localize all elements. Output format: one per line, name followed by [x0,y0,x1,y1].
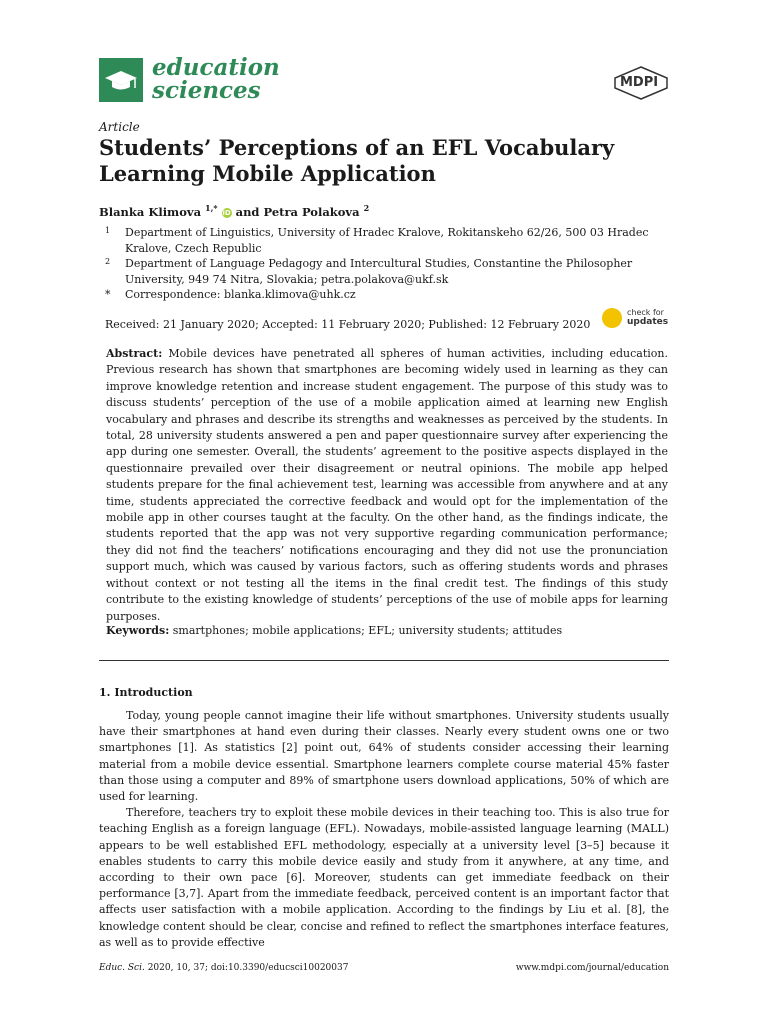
publisher-name: MDPI [620,75,659,90]
abstract-label: Abstract: [106,347,163,360]
affiliation-text: Department of Linguistics, University of Hradec Kralove, Rokitanskeho 62/26, 500 03 Hradec Kralove, Czech Republic [125,226,649,255]
abstract [106,346,668,625]
author-name[interactable]: Petra Polakova [263,204,360,219]
correspondence-text: Correspondence: blanka.klimova@uhk.cz [125,288,356,301]
author-line [99,203,369,219]
keywords-text: smartphones; mobile applications; EFL; university students; attitudes [172,624,563,637]
affiliation-number: * [105,288,111,301]
mdpi-logo [612,66,670,100]
affiliation-text: Department of Language Pedagogy and Intercultural Studies, Constantine the Philosopher University, 949 74 Nitra, Slovakia; petra.polakova@ukf.sk [125,257,633,286]
check-updates-icon [602,308,622,328]
journal-name-line2: sciences [152,77,261,104]
affiliation-item [99,225,669,256]
footer-journal-abbrev: Educ. Sci. [99,963,145,973]
journal-name-line1: education [152,54,280,81]
abstract-text: Mobile devices have penetrated all spheres of human activities, including education. Previous research has shown that smartphones are becoming widely used in learning as they can improve knowledge retention and increase student engagement. The purpose of this study was to discuss students’ perception of the use of a mobile application aimed at learning new English vocabulary and phrases and describe its strengths and weaknesses as perceived by the students. In total, 28 university students answered a pen and paper questionnaire survey after experiencing the app during one semester. Overall, the students’ agreement to the positive aspects displayed in the questionnaire prevailed over their disagreement or neutral opinions. The mobile app helped students prepare for the final achievement test, learning was accessible from anywhere and at any time, students appreciated the corrective feedback and would opt for the implementation of the mobile app in other courses taught at the faculty. On the other hand, as the findings indicate, the students reported that the app was not very supportive regarding communication performance; they did not find the teachers’ notifications encouraging and they did not use the pronunciation support much, which was caused by various factors, such as offering students words and phrases without context or not testing all the items in the final credit test. The findings of this study contribute to the existing knowledge of students’ perceptions of the use of mobile apps for learning purposes. [106,347,668,623]
footer-url[interactable]: www.mdpi.com/journal/education [515,963,669,973]
paragraph: Therefore, teachers try to exploit these mobile devices in their teaching too. This is also true for teaching English as a foreign language (EFL). Nowadays, mobile-assisted language learning (MALL) appears to be well established EFL methodology, especially at a university level [3–5] because it enables students to carry this mobile device easily and study from it anywhere, at any time, and according to their own pace [6]. Moreover, students can get immediate feedback on their performance [3,7]. Apart from the immediate feedback, perceived content is an important factor that affects user satisfaction with a mobile application. According to the findings by Liu et al. [8], the knowledge content should be clear, concise and refined to reflect the smartphones interface features, as well as to provide effective [99,806,669,949]
journal-name [152,56,280,102]
journal-logo [99,58,143,102]
affiliation-number: 1 [105,226,111,235]
affiliation-item [99,287,669,303]
paragraph: Today, young people cannot imagine their life without smartphones. University students usually have their smartphones at hand even during their classes. Nearly every student owns one or two smartphones [1]. As statistics [2] point out, 64% of students consider accessing their learning material from a mobile device essential. Smartphone learners complete course material 45% faster than those using a computer and 89% of smartphone users download applications, 50% of which are used for learning. [99,709,669,804]
check-updates-line2: updates [627,317,669,327]
publication-dates: Received: 21 January 2020; Accepted: 11 February 2020; Published: 12 February 2020 [105,318,591,331]
section-divider [99,660,669,661]
author-name[interactable]: Blanka Klimova [99,204,202,219]
affiliations [99,225,669,303]
graduation-cap-icon [99,58,143,102]
orcid-icon[interactable]: iD [222,208,231,217]
section-heading: 1. Introduction [99,686,193,699]
author-superscript: 1,* [205,203,218,213]
affiliation-item [99,256,669,287]
keywords-label: Keywords: [106,624,170,637]
check-for-updates-badge[interactable] [602,306,672,332]
section-body [99,708,669,951]
check-updates-line1: check for [627,308,664,317]
article-title: Students’ Perceptions of an EFL Vocabulary Learning Mobile Application [99,135,615,186]
affiliation-number: 2 [105,257,111,266]
footer-citation [99,963,348,973]
author-separator: and [231,204,264,219]
keywords [106,624,668,637]
author-superscript: 2 [363,203,370,213]
article-type-label: Article [99,120,140,134]
footer-citation-rest: 2020, 10, 37; doi:10.3390/educsci10020037 [144,963,349,973]
